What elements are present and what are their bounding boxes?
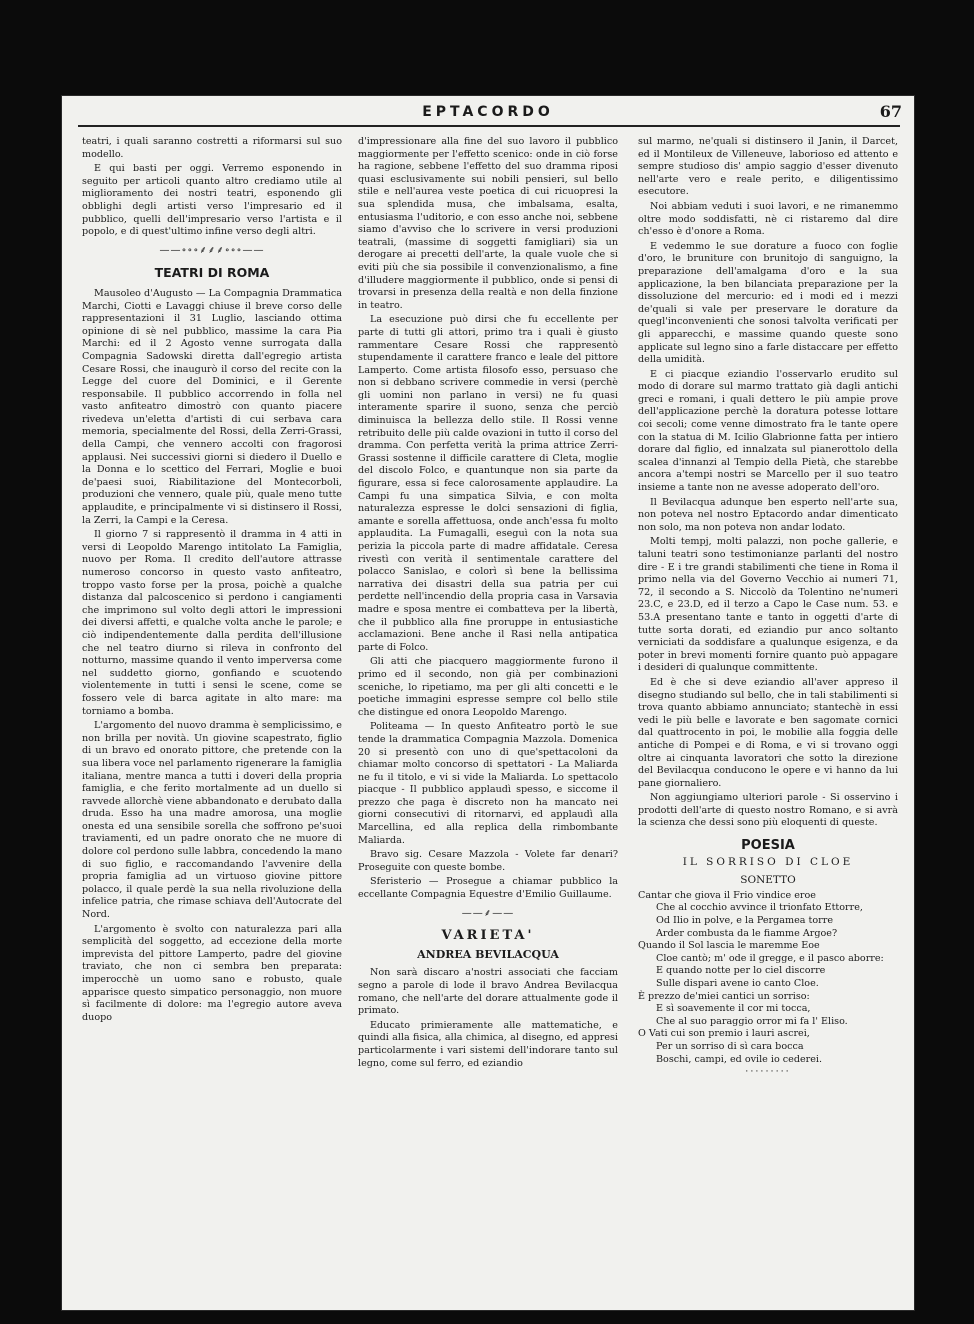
poem-line: Che al cocchio avvince il trionfato Ettorre, xyxy=(656,902,863,914)
paragraph: Molti tempj, molti palazzi, non poche gallerie, e taluni teatri sono testimonianze parlanti del nostro dire - E i tre grandi stabilimenti che tiene in Roma il primo nella via del Governo Vecchio ai numeri 71, 72, il secondo a S. Niccolò da Tolentino ne'numeri 23.C, e 23.D, ed il terzo a Capo le Case num. 53. e 53.A presentano tante e tanto in oggetti d'arte di tutte sorta dorati, ed eziandio pur anco soltanto verniciati da soddisfare a qualunque esigenza, e da poter in brevi momenti fornire quanto può appagare i desideri di qualunque committente. xyxy=(638,536,898,674)
poem-line: E quando notte per lo ciel discorre xyxy=(656,965,826,977)
poem-line: Od Ilio in polve, e la Pergamea torre xyxy=(656,915,834,927)
paragraph: E qui basti per oggi. Verremo esponendo in seguito per articoli quanto altro crediamo utile al miglioramento dei nostri teatri, esponendo gli obblighi degli artisti verso l'impresario ed il pubblico, quelli dell'impresario verso l'artista e il popolo, e di quest'ultimo infine verso degli altri. xyxy=(82,163,342,238)
paragraph: sul marmo, ne'quali si distinsero il Janin, il Darcet, ed il Montileux de Villeneuve, laborioso ed attento e sempre studioso dis' ampio saggio d'esser divenuto nell'arte vero e reale perito, e diligentissimo esecutore. xyxy=(638,136,898,198)
poem-line: Per un sorriso di sì cara bocca xyxy=(656,1040,804,1052)
poem-line: E sì soavemente il cor mi tocca, xyxy=(656,1003,811,1015)
paragraph: E vedemmo le sue dorature a fuoco con foglie d'oro, le bruniture con brunitojo di sanguigno, la preparazione dell'amalgama d'oro e la sua applicazione, la ben bilanciata preparazione per la dissoluzione del mercurio: ed i modi ed i mezzi de'quali si vale per preservare le dorature da quegl'inconvenienti che sonosi talvolta verificati per gli apparecchi, e massime quando queste sono applicate sul legno sino a farle distaccare per effetto della umidità. xyxy=(638,240,898,366)
paragraph: d'impressionare alla fine del suo lavoro il pubblico maggiormente per l'effetto scenico: onde in ciò forse ha ragione, sebbene l'effetto del suo dramma riposi quasi esclusivamente sui nobili pensieri, sul bello stile e nell'aurea veste poetica di cui ricuopresi la sua splendida musa, che imbalsama, esalta, entusiasma l'uditorio, e con esso anche noi, sebbene siamo d'avviso che lo scrivere in versi produzioni teatrali, (massime di soggetti famigliari) sia un derogare ai precetti dell'arte, la quale vuole che si eviti più che sia possibile il convenzionalismo, a fine d'illudere maggiormente il pubblico, onde si pensi di trovarsi in presenza della realtà e non della finzione in teatro. xyxy=(358,136,618,311)
paragraph: teatri, i quali saranno costretti a riformarsi sul suo modello. xyxy=(82,136,342,160)
paragraph: Ed è che si deve eziandio all'aver appreso il disegno studiando sul bello, che in tali stabilimenti si trova quanto abbiamo annunciato; stantechè in essi vedi le più belle e lavorate e ben sagomate cornici dal quattrocento in poi, le mobilie alla foggia delle antiche di Pompei e di Roma, e vi si trovano oggi oltre ai cinquanta lavoratori che sotto la direzione del Bevilacqua conducono le opere e vi hanno da lui pane giornaliero. xyxy=(638,676,898,789)
paragraph: Sferisterio — Prosegue a chiamar pubblico la eccellante Compagnia Equestre d'Emilio Guillaume. xyxy=(358,876,618,901)
end-ornament: ········· xyxy=(745,1066,791,1078)
poem-line: Boschi, campi, ed ovile io cederei. xyxy=(656,1053,823,1065)
paragraph: L'argomento del nuovo dramma è semplicissimo, e non brilla per novità. Un giovine scapestrato, figlio di un bravo ed onorato pittore, che pretende con la sua libera voce nel parlamento rigenerare la famiglia italiana, mentre manca a tutti i doveri della propria famiglia, e che ferito mortalmente ad un duello si ravvede allorchè viene abbandonato e derubato dalla druda. Esso ha una madre amorosa, una moglie onesta ed una sensibile sorella che soffrono pe'suoi traviamenti, ed un padre onorato che ne muore di dolore col perdono sulle labbra, concedendo la mano di suo figlio, e raccomandando l'avvenire della propria famiglia ad un virtuoso giovine pittore polacco, il quale perdè la sua nella rivoluzione della infelice patria, che rimase schiava dell'Autocrate del Nord. xyxy=(82,720,342,921)
column-1 xyxy=(82,136,342,1026)
ornament-divider: ——∘∘∘⸙⸙⸙∘∘∘—— xyxy=(159,244,265,256)
paragraph: Noi abbiam veduti i suoi lavori, e ne rimanemmo oltre modo soddisfatti, nè ci ristaremo dal dire ch'esso è d'onore a Roma. xyxy=(638,200,898,238)
poem-line: O Vati cui son premio i lauri ascrei, xyxy=(638,1028,810,1040)
paragraph: Non aggiungiamo ulteriori parole - Si osservino i prodotti dell'arte di questo nostro Romano, e si avrà la scienza che dessi sono più eloquenti di queste. xyxy=(638,792,898,829)
paragraph: Politeama — In questo Anfiteatro portò le sue tende la drammatica Compagnia Mazzola. Domenica 20 si presentò con uno di que'spettacoloni da chiamar molto concorso di spettatori - La Maliarda ne fu il titolo, e vi si vide la Maliarda. Lo spettacolo piacque - Il pubblico applaudì spesso, e siccome il prezzo che paga è discreto non ha mancato nei giorni consecutivi di ritornarvi, ed applaudì alla Marcellina, ed alla replica della rimbombante Maliarda. xyxy=(358,721,618,846)
page-number: 67 xyxy=(879,102,902,121)
paragraph: E ci piacque eziandio l'osservarlo erudito sul modo di dorare sul marmo trattato già dagli antichi greci e romani, i quali dettero le più ampie prove dell'applicazione perchè la doratura potesse lottare coi secoli; come venne dimostrato fra le tante opere con la statua di M. Icilio Glabrionne fatta per intiero dorare dal figlio, ed innalzata sul pianerottolo della scalea d'innanzi al Tempio della Pietà, che starebbe ancora a'tempi nostri se Marcello per il suo teatro insieme a tante non ne avesse adoperato dell'oro. xyxy=(638,368,898,494)
poem-line: Arder combusta da le fiamme Argoe? xyxy=(656,927,838,939)
poem-line: Quando il Sol lascia le maremme Eoe xyxy=(638,940,820,952)
poem-line: Sulle dispari avene io canto Cloe. xyxy=(656,978,819,989)
paragraph: Il giorno 7 si rappresentò il dramma in 4 atti in versi di Leopoldo Marengo intitolato La Famiglia, nuovo per Roma. Il credito dell'autore attrasse numeroso concorso in questo vasto anfiteatro, troppo vasto forse per la prosa, poichè a qualche distanza dal palcoscenico si perdono i cangiamenti che imprimono sul volto degli attori le impressioni dei diversi affetti, e qualche volta anche le parole; e ciò indipendentemente dalla perdita dell'illusione che nel teatro diurno si rileva in confronto del notturno, massime quando il vento imperversa come nel suddetto giorno, gonfiando e scuotendo violentemente in tutti i sensi le scene, come se fossero vele di barca agitate in alto mare: ma torniamo a bomba. xyxy=(82,529,342,717)
paragraph: Mausoleo d'Augusto — La Compagnia Drammatica Marchi, Ciotti e Lavaggi chiuse il breve corso delle rappresentazioni il 31 Luglio, lasciando ottima opinione di sè nel pubblico, massime la cara Pia Marchi: ed il 2 Agosto venne surrogata dalla Compagnia Sadowski diretta dall'egregio artista Cesare Rossi, che inaugurò il corso del recite con la Legge del cuore del Dominici, e il Gerente responsabile. Il pubblico accorrendo in folla nel vasto anfiteatro dimostrò con quanto piacere rivedeva un'eletta d'artisti di cui serbava cara memoria, specialmente del Rossi, della Zerri-Grassi, della Campi, che vennero accolti con fragorosi applausi. Nei successivi giorni si diedero il Duello e la Donna e lo scettico del Ferrari, Moglie e buoi de'paesi suoi, Riabilitazione del Montecorboli, produzioni che vennero, quale più, quale meno tutte applaudite, e principalmente vi si distinsero il Rossi, la Zerri, la Campi e la Ceresa. xyxy=(82,287,342,526)
poem-line: Cantar che giova il Frio vindice eroe xyxy=(638,889,816,901)
column-2 xyxy=(358,136,618,1072)
paragraph: Gli atti che piacquero maggiormente furono il primo ed il secondo, non già per combinazioni sceniche, lo ripetiamo, ma per gli alti concetti e le poetiche immagini espresse sempre col bello stile che distingue ed onora Leopoldo Marengo. xyxy=(358,656,618,718)
poem-body xyxy=(638,890,898,1066)
column-3 xyxy=(638,136,898,1079)
paragraph: Il Bevilacqua adunque ben esperto nell'arte sua, non poteva nel nostro Eptacordo andar dimenticato non solo, ma non poteva non andar lodato. xyxy=(638,496,898,533)
paragraph: Educato primieramente alle mattematiche, e quindi alla fisica, alla chimica, al disegno, ed appresi particolarmente i vari sistemi dell'indorare tanto sul legno, come sul ferro, ed eziandio xyxy=(358,1019,618,1069)
ornament-divider: ——⸙—— xyxy=(461,907,515,919)
poem-line: Cloe cantò; m' ode il gregge, e il pasco aborre: xyxy=(656,952,884,964)
section-title-teatri: TEATRI DI ROMA xyxy=(154,265,270,281)
paragraph: Non sarà discaro a'nostri associati che facciam segno a parole di lode il bravo Andrea Bevilacqua romano, che nell'arte del dorare attualmente gode il primato. xyxy=(358,967,618,1017)
poem-title: IL SORRISO DI CLOE xyxy=(682,855,854,868)
article-title-bevilacqua: ANDREA BEVILACQUA xyxy=(417,947,559,961)
header-rule xyxy=(78,125,900,127)
paragraph: La esecuzione può dirsi che fu eccellente per parte di tutti gli attori, primo tra i quali è giusto rammentare Cesare Rossi che rappresentò stupendamente il carattere franco e leale del pittore Lamperto. Come artista filosofo esso, persuaso che non si debbano scrivere commedie in versi (perchè gli uomini non parlano in versi) ne fu quasi interamente sparire il suono, senza che perciò diminuisca la bellezza dello stile. Il Rossi venne retribuito delle più calde ovazioni in tutto il corso del dramma. Con perfetta verità la prima attrice Zerri-Grassi sostenne il difficile carattere di Cleta, moglie del discolo Folco, e quantunque non sia parte da figurare, essa si fece calorosamente applaudire. La Campi fu una simpatica Silvia, e con molta naturalezza espresse le dolci sensazioni di figlia, amante e sorella affettuosa, onde anch'essa fu molto applaudita. La Fumagalli, eseguì con la nota sua perizia la piccola parte di madre affidatale. Ceresa rivestì con verità il sentimentale carattere del polacco Sanislao, e colorì sì bene la bellissima narrativa dei disastri della sua patria per cui perdette nell'incendio della propria casa in Varsavia madre e sposa mentre ei combatteva per la libertà, che il pubblico alla fine proruppe in entusiastiche acclamazioni. Bene anche il Rasi nella antipatica parte di Folco. xyxy=(358,314,618,653)
poem-line: È prezzo de'miei cantici un sorriso: xyxy=(638,990,810,1002)
running-title: EPTACORDO xyxy=(422,104,554,120)
poem-subtitle: SONETTO xyxy=(740,874,796,887)
section-title-poesia: POESIA xyxy=(741,838,795,854)
paragraph: L'argomento è svolto con naturalezza pari alla semplicità del soggetto, ad eccezione della morte imprevista del pittore Lamperto, padre del giovine traviato, che non ci sembra ben preparata: imperocchè un uomo sano e robusto, quale apparisce questo simpatico personaggio, non muore sì facilmente di dolore: ma l'egregio autore aveva duopo xyxy=(82,923,342,1023)
paragraph: Bravo sig. Cesare Mazzola - Volete far denari? Proseguite con queste bombe. xyxy=(358,849,618,873)
section-title-varieta: VARIETA' xyxy=(441,928,535,944)
poem-line: Che al suo paraggio orror mi fa l' Eliso. xyxy=(656,1015,848,1027)
newspaper-page xyxy=(62,96,914,1310)
